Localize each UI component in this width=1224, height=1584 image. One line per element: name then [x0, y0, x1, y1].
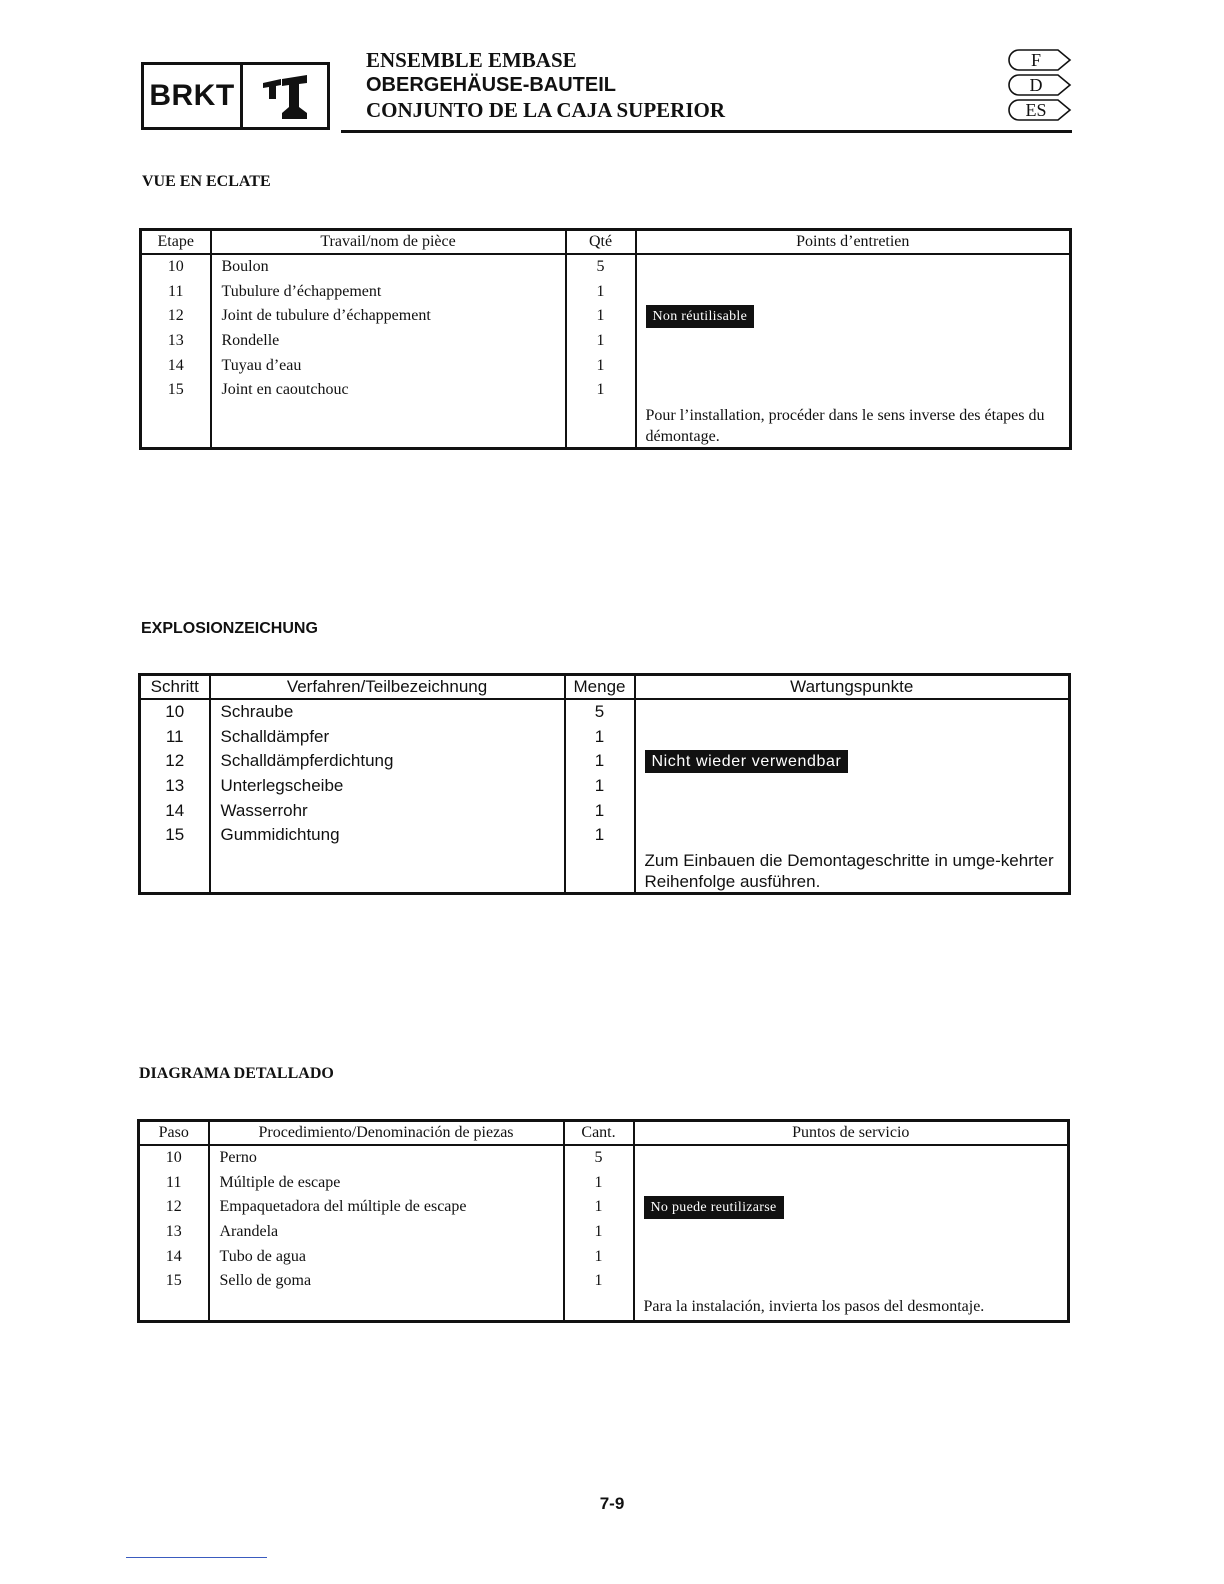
part-name: Tubulure d’échappement — [211, 280, 566, 305]
table-row — [139, 1145, 1069, 1171]
part-quantity: 1 — [566, 378, 636, 403]
table-row — [140, 823, 1070, 848]
page-number: 7-9 — [599, 1494, 625, 1513]
language-markers — [1008, 49, 1074, 124]
column-header-step: Paso — [139, 1121, 209, 1146]
step-number: 15 — [141, 378, 211, 403]
language-marker-d: D — [1008, 74, 1074, 96]
table-note-row — [140, 848, 1070, 894]
part-quantity: 1 — [566, 329, 636, 354]
title-de: OBERGEHÄUSE-BAUTEIL — [366, 74, 617, 96]
part-quantity: 1 — [565, 798, 635, 823]
column-header-qty: Qté — [566, 230, 636, 255]
step-number: 11 — [139, 1171, 209, 1196]
step-number: 11 — [141, 280, 211, 305]
language-marker-es: ES — [1008, 99, 1074, 121]
section-heading-de: EXPLOSIONZEICHUNG — [141, 620, 318, 637]
step-number: 14 — [139, 1244, 209, 1269]
part-quantity: 1 — [565, 774, 635, 799]
table-row — [139, 1244, 1069, 1269]
part-name: Empaquetadora del múltiple de escape — [209, 1195, 564, 1220]
step-number: 13 — [140, 774, 210, 799]
table-row — [139, 1171, 1069, 1196]
part-name: Schalldämpferdichtung — [210, 749, 565, 774]
part-quantity: 5 — [565, 699, 635, 725]
title-block — [366, 48, 986, 123]
part-name: Schraube — [210, 699, 565, 725]
column-header-service: Points d’entretien — [636, 230, 1071, 255]
title-fr: ENSEMBLE EMBASE — [366, 48, 577, 72]
table-note-row — [139, 1294, 1069, 1322]
step-number: 10 — [139, 1145, 209, 1171]
part-name: Joint en caoutchouc — [211, 378, 566, 403]
table-row — [141, 378, 1071, 403]
part-name: Joint de tubulure d’échappement — [211, 304, 566, 329]
table-row — [139, 1195, 1069, 1220]
table-row — [140, 725, 1070, 750]
step-number: 15 — [140, 823, 210, 848]
step-number: 13 — [141, 329, 211, 354]
part-name: Perno — [209, 1145, 564, 1171]
part-name: Sello de goma — [209, 1269, 564, 1294]
table-header-row — [139, 1121, 1069, 1146]
part-name: Tubo de agua — [209, 1244, 564, 1269]
title-underline — [341, 130, 1072, 133]
parts-table-fr — [139, 228, 1072, 450]
part-name: Wasserrohr — [210, 798, 565, 823]
part-quantity: 1 — [565, 823, 635, 848]
step-number: 14 — [141, 353, 211, 378]
part-quantity: 1 — [564, 1244, 634, 1269]
part-name: Unterlegscheibe — [210, 774, 565, 799]
bracket-tool-icon — [243, 65, 327, 127]
column-header-part: Verfahren/Teilbezeichnung — [210, 675, 565, 700]
table-row — [141, 353, 1071, 378]
step-number: 12 — [141, 304, 211, 329]
part-name: Tuyau d’eau — [211, 353, 566, 378]
part-quantity: 1 — [565, 725, 635, 750]
column-header-step: Etape — [141, 230, 211, 255]
column-header-service: Puntos de servicio — [634, 1121, 1069, 1146]
table-header-row — [140, 675, 1070, 700]
not-reusable-badge: No puede reutilizarse — [644, 1196, 784, 1219]
part-name: Gummidichtung — [210, 823, 565, 848]
step-number: 11 — [140, 725, 210, 750]
part-quantity: 1 — [564, 1269, 634, 1294]
part-quantity: 1 — [566, 304, 636, 329]
step-number: 12 — [139, 1195, 209, 1220]
column-header-part: Procedimiento/Denominación de piezas — [209, 1121, 564, 1146]
section-badge — [141, 62, 330, 130]
not-reusable-badge: Nicht wieder verwendbar — [645, 750, 849, 773]
step-number: 14 — [140, 798, 210, 823]
table-row — [140, 798, 1070, 823]
step-number: 12 — [140, 749, 210, 774]
part-quantity: 5 — [564, 1145, 634, 1171]
not-reusable-badge: Non réutilisable — [646, 305, 755, 328]
column-header-step: Schritt — [140, 675, 210, 700]
footer-divider — [126, 1557, 267, 1558]
table-row — [140, 699, 1070, 725]
section-code: BRKT — [144, 65, 243, 127]
table-row — [141, 304, 1071, 329]
table-row — [139, 1220, 1069, 1245]
part-name: Boulon — [211, 254, 566, 280]
parts-table-de — [138, 673, 1071, 895]
part-name: Schalldämpfer — [210, 725, 565, 750]
column-header-service: Wartungspunkte — [635, 675, 1070, 700]
part-quantity: 1 — [565, 749, 635, 774]
step-number: 10 — [140, 699, 210, 725]
installation-note: Zum Einbauen die Demontageschritte in umge-kehrter Reihenfolge ausführen. — [635, 848, 1070, 894]
table-header-row — [141, 230, 1071, 255]
parts-table-es — [137, 1119, 1070, 1323]
part-quantity: 5 — [566, 254, 636, 280]
table-row — [141, 329, 1071, 354]
part-quantity: 1 — [566, 353, 636, 378]
table-note-row — [141, 403, 1071, 449]
table-row — [141, 254, 1071, 280]
column-header-part: Travail/nom de pièce — [211, 230, 566, 255]
part-quantity: 1 — [564, 1171, 634, 1196]
step-number: 15 — [139, 1269, 209, 1294]
section-heading-es: DIAGRAMA DETALLADO — [139, 1065, 334, 1082]
title-es: CONJUNTO DE LA CAJA SUPERIOR — [366, 98, 725, 122]
table-row — [139, 1269, 1069, 1294]
table-row — [140, 749, 1070, 774]
language-marker-f: F — [1008, 49, 1074, 71]
part-quantity: 1 — [564, 1195, 634, 1220]
installation-note: Para la instalación, invierta los pasos del desmontaje. — [634, 1294, 1069, 1322]
section-heading-fr: VUE EN ECLATE — [142, 173, 271, 190]
table-row — [140, 774, 1070, 799]
part-name: Arandela — [209, 1220, 564, 1245]
part-name: Múltiple de escape — [209, 1171, 564, 1196]
part-quantity: 1 — [566, 280, 636, 305]
step-number: 10 — [141, 254, 211, 280]
installation-note: Pour l’installation, procéder dans le sens inverse des étapes du démontage. — [636, 403, 1071, 449]
part-name: Rondelle — [211, 329, 566, 354]
column-header-qty: Menge — [565, 675, 635, 700]
part-quantity: 1 — [564, 1220, 634, 1245]
column-header-qty: Cant. — [564, 1121, 634, 1146]
step-number: 13 — [139, 1220, 209, 1245]
table-row — [141, 280, 1071, 305]
